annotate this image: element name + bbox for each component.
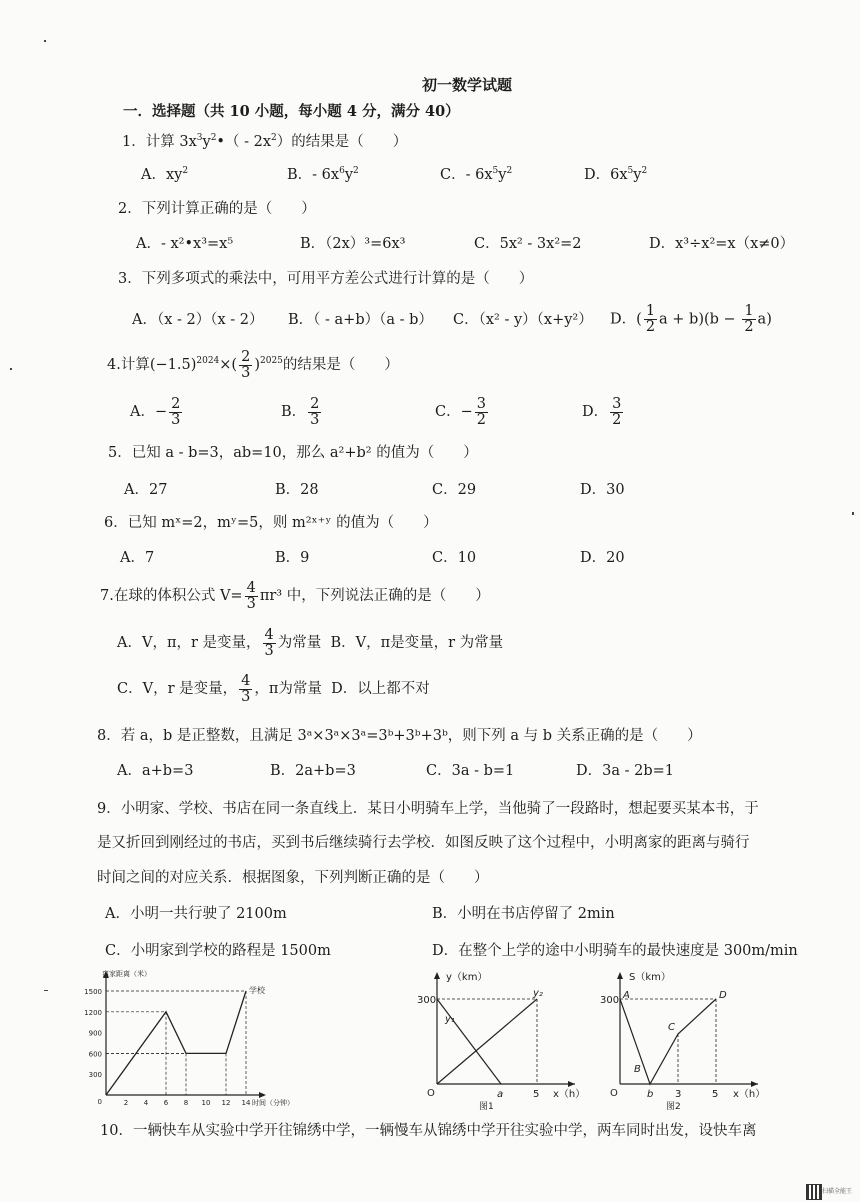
q1-option-c: C．- $6x^5y^2$	[440, 166, 513, 183]
question-6-stem: 6．已知 mˣ=2，mʸ=5，则 m²ˣ⁺ʸ 的值为（ ）	[104, 515, 438, 531]
scanner-brand: 扫描全能王	[822, 1188, 853, 1195]
q4-option-b: B． $\frac{2}{3}$	[281, 395, 320, 428]
fig2-point-b: B	[634, 1064, 641, 1075]
q3-option-c: C．（x² - y）（x+y²）	[453, 312, 593, 328]
c1-xlabel: 时间（分钟）	[252, 1099, 294, 1107]
c1-x-tick-label: 2	[123, 1099, 129, 1107]
q7-option-c-d: C．V，r 是变量， $\frac{4}{3}$ ，π为常量 D．以上都不对	[117, 672, 430, 705]
c1-x-tick-label: 4	[143, 1099, 149, 1107]
c1-x-arrow	[259, 1092, 266, 1098]
question-4-stem: 4.计算$(-1.5)^{2024}\times$( $\frac{2}{3}$ )$^{2025}$的结果是（ ）	[107, 348, 399, 381]
fig2-tick-5: 5	[712, 1089, 719, 1100]
q6-option-a: A．7	[120, 550, 155, 566]
question-8-stem: 8．若 a，b 是正整数，且满足 3ᵃ×3ᵃ×3ᵃ=3ᵇ+3ᵇ+3ᵇ，则下列 a 与 b 关系正确的是（ ）	[97, 728, 702, 744]
question-10-line-1: 10．一辆快车从实验中学开往锦绣中学，一辆慢车从锦绣中学开往实验中学，两车同时出发，设快车离	[100, 1123, 757, 1139]
fig1-origin: O	[427, 1088, 435, 1099]
fig2-caption: 图2	[666, 1102, 681, 1112]
fig1-xlabel: x（h）	[553, 1089, 586, 1100]
section-heading: 一．选择题（共 10 小题，每小题 4 分，满分 40）	[123, 103, 460, 120]
q5-option-b: B．28	[275, 482, 319, 498]
question-7-stem: 7.在球的体积公式 V= $\frac{4}{3}$ πr³ 中，下列说法正确的是（ ）	[100, 579, 490, 612]
q9-option-c: C．小明家到学校的路程是 1500m	[105, 943, 331, 959]
c1-y-tick-label: 900	[88, 1029, 102, 1038]
fig1-x-arrow	[568, 1081, 575, 1087]
c1-school-annotation: 学校	[249, 986, 265, 995]
scan-speck	[852, 512, 854, 515]
c1-y-tick-label: 1500	[84, 988, 102, 996]
fig1-series-y2: y₂	[533, 988, 543, 999]
q6-option-d: D．20	[580, 550, 625, 566]
question-5-stem: 5．已知 a - b=3，ab=10，那么 a²+b² 的值为（ ）	[108, 445, 478, 461]
fig2-tick-b: b	[647, 1089, 654, 1100]
q4-option-c: C．− $\frac{3}{2}$	[435, 395, 486, 428]
question-9-line-2: 是又折回到刚经过的书店，买到书后继续骑行去学校．如图反映了这个过程中，小明离家的距离与骑行	[97, 835, 750, 851]
q1-option-b: B．- $6x^6y^2$	[287, 166, 359, 183]
q4-option-a: A．− $\frac{2}{3}$	[130, 395, 181, 428]
c1-x-tick-label: 12	[221, 1099, 231, 1107]
c1-origin-label: 0	[97, 1098, 102, 1106]
question-9-line-3: 时间之间的对应关系．根据图象，下列判断正确的是（ ）	[97, 870, 489, 886]
fig1-tick-5: 5	[533, 1089, 540, 1100]
q9-option-a: A．小明一共行驶了 2100m	[105, 906, 287, 922]
c1-x-tick-label: 8	[183, 1099, 189, 1107]
q8-option-c: C．3a - b=1	[426, 763, 515, 779]
fig2-point-a: A	[623, 990, 630, 1001]
q2-option-a: A．- x²•x³=x⁵	[136, 236, 234, 252]
c1-y-tick-label: 600	[88, 1050, 102, 1059]
fig2-tick-300: 300	[600, 995, 620, 1006]
c1-x-tick-label: 14	[241, 1099, 251, 1107]
q1-option-a: A．$xy^2$	[141, 166, 189, 183]
scan-speck	[44, 40, 46, 42]
page-title: 初一数学试题	[422, 76, 513, 94]
fig1-y-arrow	[434, 972, 440, 979]
fig2-x-arrow	[751, 1081, 758, 1087]
c1-y-tick-label: 300	[88, 1071, 102, 1080]
fig1-ylabel: y（km）	[446, 972, 488, 983]
q9-option-d: D．在整个上学的途中小明骑车的最快速度是 300m/min	[432, 943, 798, 959]
fig2-tick-3: 3	[675, 1089, 682, 1100]
question-9-line-1: 9．小明家、学校、书店在同一条直线上．某日小明骑车上学，当他骑了一段路时，想起要买某本书，于	[97, 801, 759, 817]
fig2-xlabel: x（h）	[733, 1089, 766, 1100]
q5-option-a: A．27	[124, 482, 168, 498]
fig2-origin: O	[610, 1088, 618, 1099]
figure-2-chart	[598, 966, 768, 1111]
fig1-caption: 图1	[479, 1102, 494, 1112]
fig1-line-y2	[437, 999, 537, 1084]
q7-option-a-b: A．V，π，r 是变量， $\frac{4}{3}$ 为常量 B．V，π是变量，r 为常量	[117, 626, 504, 659]
fig2-y-arrow	[617, 972, 623, 979]
q2-option-c: C．5x² - 3x²=2	[474, 236, 582, 252]
q3-option-b: B．（ - a+b）（a - b）	[288, 312, 433, 328]
scan-speck	[44, 990, 48, 991]
q8-option-b: B．2a+b=3	[270, 763, 356, 779]
fig1-series-y1: y₁	[445, 1014, 455, 1025]
distance-time-chart	[78, 968, 294, 1108]
figure-1-chart	[415, 966, 585, 1111]
c1-ylabel: 离家距离（米）	[102, 970, 151, 978]
q5-option-d: D．30	[580, 482, 625, 498]
qr-code-icon	[806, 1184, 822, 1200]
q3-option-a: A．（x - 2）（x - 2）	[132, 312, 264, 328]
fig2-ylabel: S（km）	[629, 972, 671, 983]
q2-option-d: D．x³÷x²=x（x≠0）	[649, 236, 795, 252]
q6-option-b: B．9	[275, 550, 310, 566]
c1-y-tick-label: 1200	[84, 1008, 102, 1017]
q1-option-d: D．$6x^5y^2$	[584, 166, 648, 183]
fig1-tick-a: a	[497, 1089, 504, 1100]
fig2-point-c: C	[668, 1022, 675, 1033]
q8-option-d: D．3a - 2b=1	[576, 763, 674, 779]
fig1-tick-300: 300	[417, 995, 437, 1006]
c1-distance-line	[106, 991, 246, 1095]
c1-x-tick-label: 6	[163, 1099, 169, 1107]
q6-option-c: C．10	[432, 550, 477, 566]
q5-option-c: C．29	[432, 482, 477, 498]
scan-speck	[10, 368, 12, 370]
fig2-point-d: D	[719, 990, 727, 1001]
c1-x-tick-label: 10	[201, 1099, 211, 1107]
q8-option-a: A．a+b=3	[117, 763, 194, 779]
q2-option-b: B．（2x）³=6x³	[300, 236, 406, 252]
q3-option-d: D．( $\frac{1}{2}$ a + b)(b − $\frac{1}{2}$ a)	[610, 303, 772, 335]
fig1-line-y1	[437, 999, 501, 1084]
question-2-stem: 2．下列计算正确的是（ ）	[118, 201, 316, 217]
question-3-stem: 3．下列多项式的乘法中，可用平方差公式进行计算的是（ ）	[118, 271, 534, 287]
q9-option-b: B．小明在书店停留了 2min	[432, 906, 615, 922]
q4-option-d: D． $\frac{3}{2}$	[582, 395, 622, 428]
question-1-stem: 1．计算 $3x^3y^2•( - 2x^2)$的结果是（ ）	[122, 133, 408, 150]
